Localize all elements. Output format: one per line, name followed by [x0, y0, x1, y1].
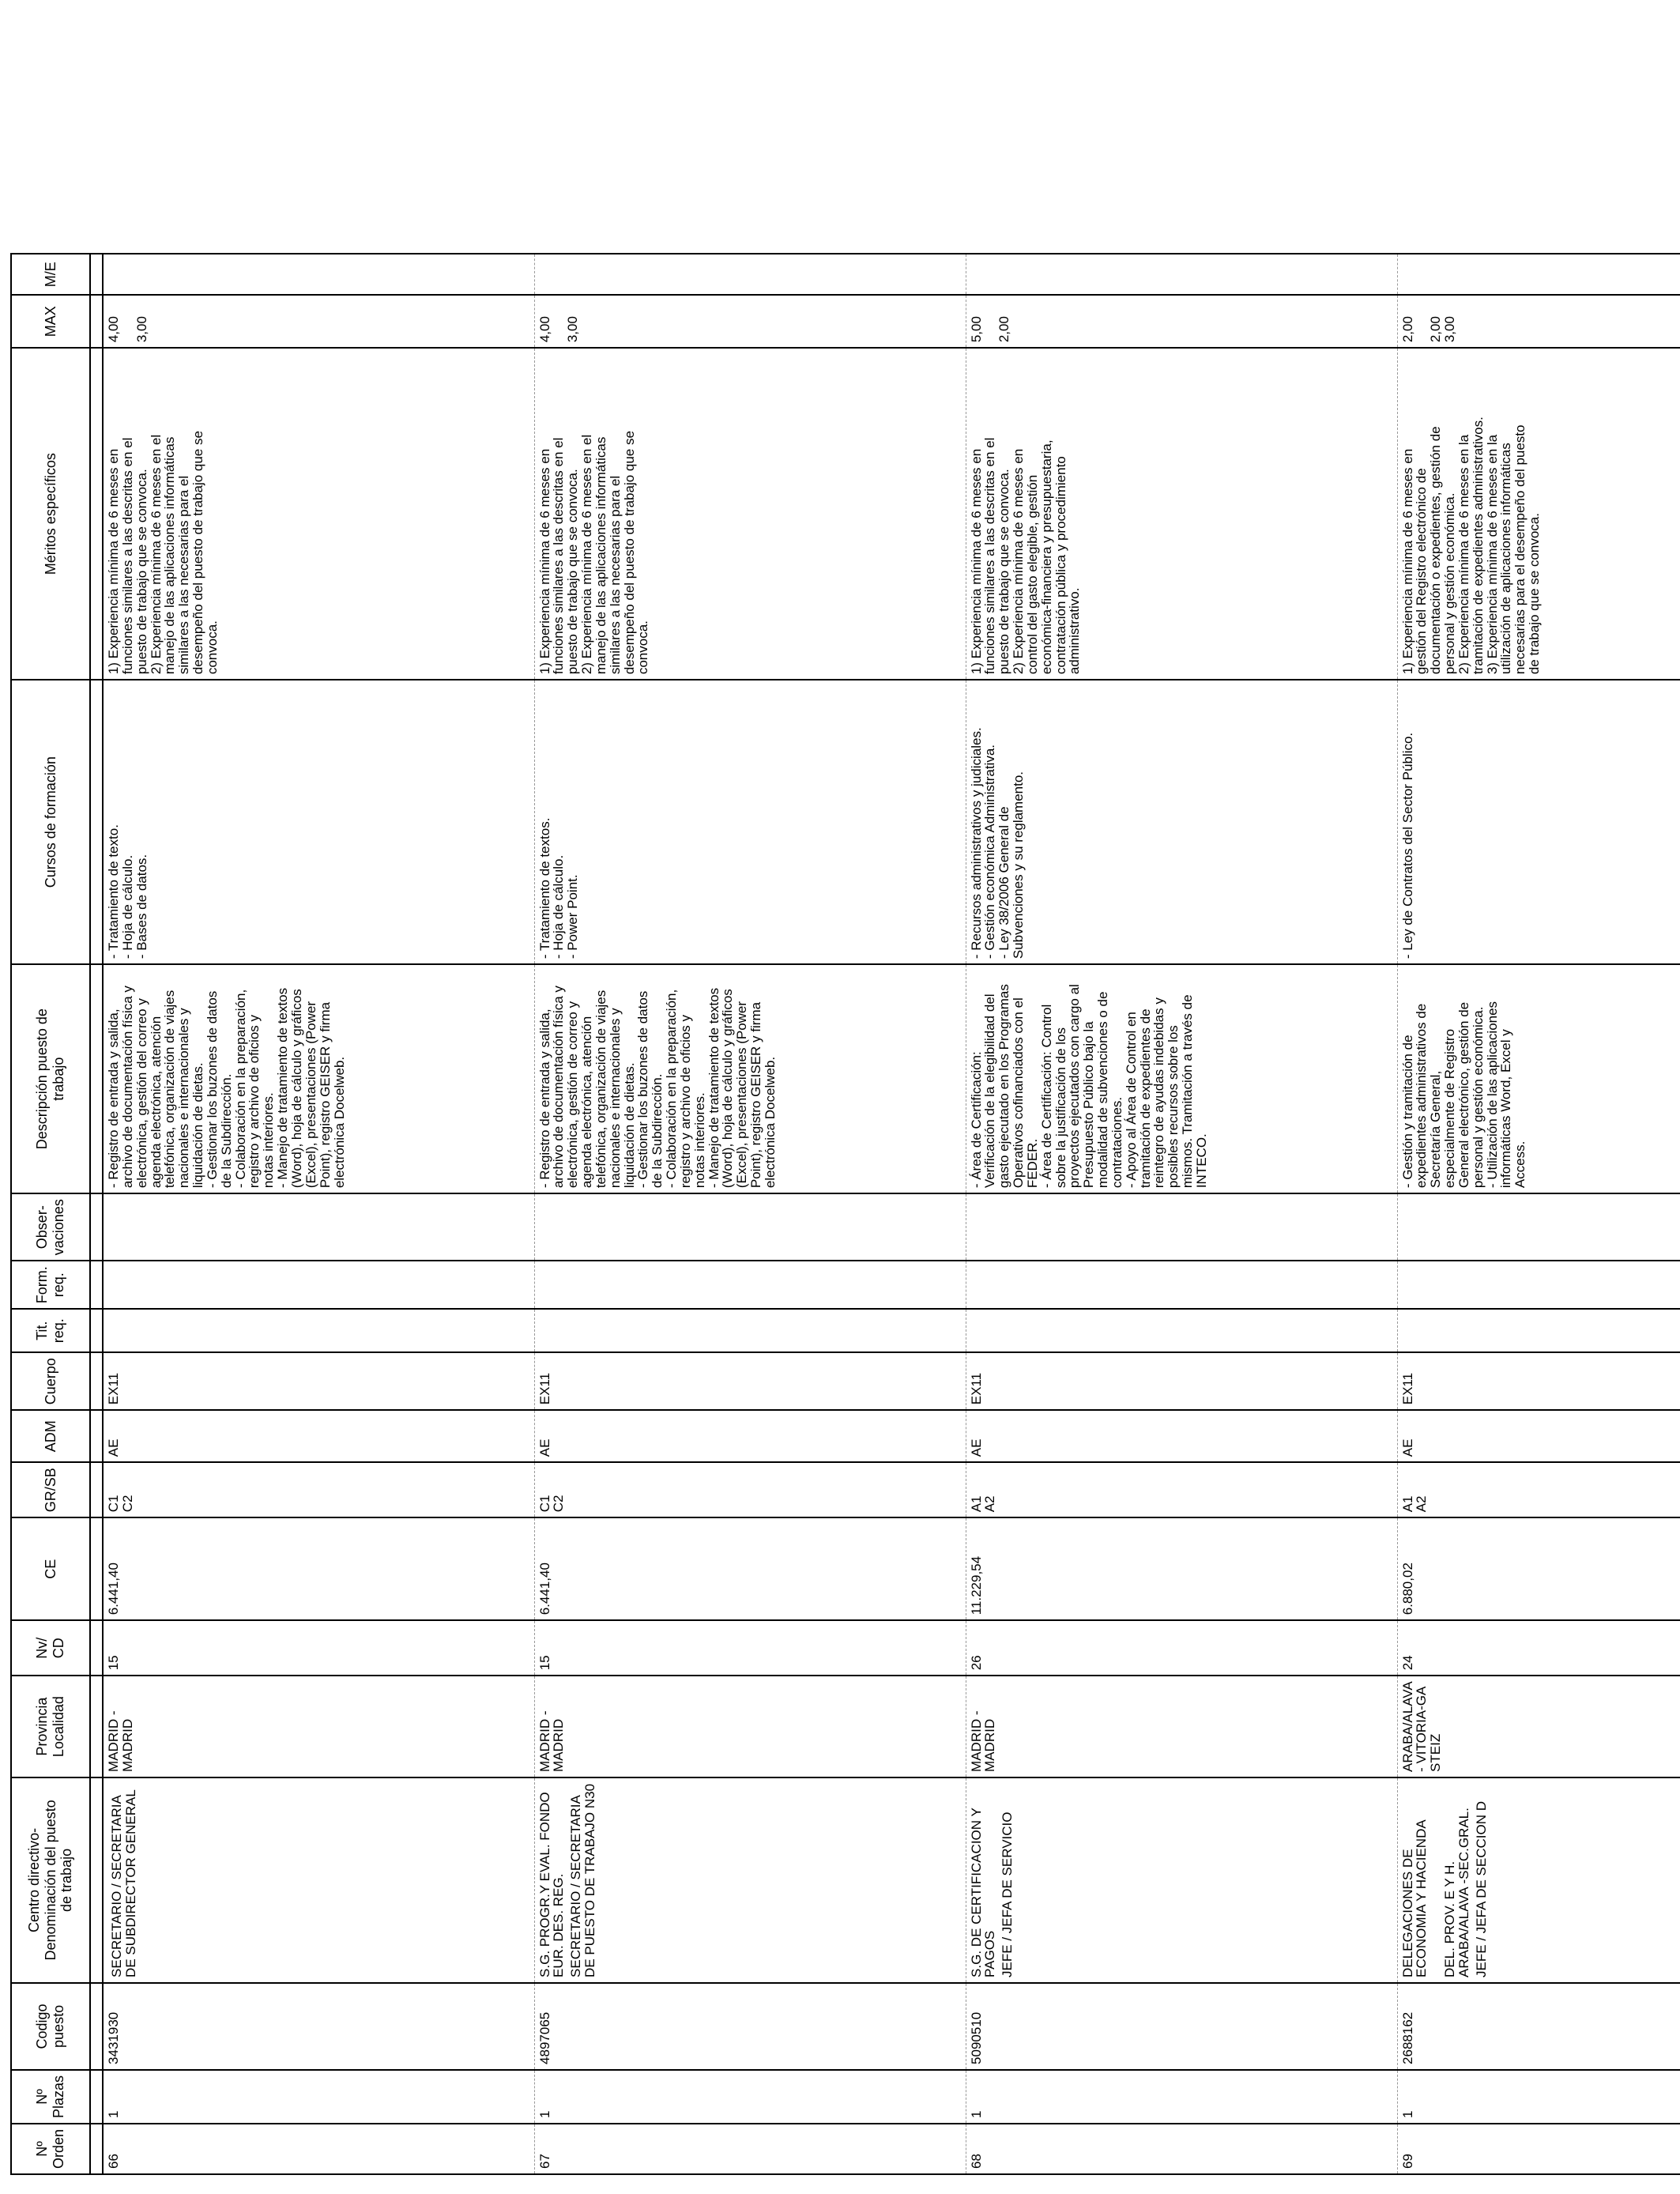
table-row: [1397, 254, 1680, 2174]
cell-ce: 6.441,40: [103, 1517, 534, 1620]
header-me: M/E: [11, 254, 90, 295]
cell-codigo: 3431930: [103, 1983, 534, 2070]
cell-cursos: - Tratamiento de texto. - Hoja de cálculo. - Bases de datos.: [103, 680, 534, 964]
cell-meritos: 1) Experiencia mínima de 6 meses en gestión del Registro electrónico de documentación o expedientes, gestión de personal y gestión económica. 2) Experiencia mínima de 6 meses en la tramitación de expedientes administrativos. 3) Experiencia mínima de 6 meses en la utilización de aplicaciones informáticas necesarias para el desempeño del puesto de trabajo que se convoca.: [1397, 348, 1680, 680]
cell-cursos: - Ley de Contratos del Sector Público.: [1397, 680, 1680, 964]
cell-me: [534, 254, 966, 295]
header-cuerpo: Cuerpo: [11, 1352, 90, 1410]
centro-unit: S.G. DE CERTIFICACION Y PAGOS: [968, 1808, 998, 1977]
cell-cuerpo: EX11: [1397, 1352, 1680, 1410]
cell-cuerpo: EX11: [103, 1352, 534, 1410]
cell-titulacion: [1397, 1309, 1680, 1352]
cell-observaciones: [1397, 1193, 1680, 1261]
header-observaciones: Obser- vaciones: [11, 1193, 90, 1261]
table-header-row: [11, 254, 90, 2174]
cell-cursos: - Tratamiento de textos. - Hoja de cálculo. - Power Point.: [534, 680, 966, 964]
cell-max: [1397, 295, 1680, 348]
cell-max: [534, 295, 966, 348]
cell-formacion: [103, 1261, 534, 1309]
max-value: 3,00: [1442, 316, 1458, 343]
cell-codigo: 2688162: [1397, 1983, 1680, 2070]
cell-codigo: 5090510: [966, 1983, 1397, 2070]
cell-descripcion: - Registro de entrada y salida, archivo de documentación física y electrónica, gestión de correo y agenda electrónica, atención telefónica, organización de viajes nacionales e internacionales y liquidación de dietas. - Gestionar los buzones de datos de la Subdirección. - Colaboración en la preparación, registro y archivo de oficios y notas interiores. - Manejo de tratamiento de textos (Word), hoja de cálculo y gráficos (Excel), presentaciones (Power Point), registro GEISER y firma electrónica Docelweb.: [534, 964, 966, 1193]
cell-nivel: 24: [1397, 1620, 1680, 1676]
cell-observaciones: [534, 1193, 966, 1261]
cell-plazas: 1: [966, 2070, 1397, 2124]
cell-adm: AE: [966, 1410, 1397, 1462]
cell-me: [966, 254, 1397, 295]
cell-descripcion: - Gestión y tramitación de expedientes administrativos de Secretaría General, especialmente de Registro General electrónico, gestión de personal y gestión económica. - Utilización de las aplicaciones informáticas Word, Excel y Access.: [1397, 964, 1680, 1193]
cell-meritos: 1) Experiencia mínima de 6 meses en funciones similares a las descritas en el puesto de trabajo que se convoca. 2) Experiencia mínima de 6 meses en el manejo de las aplicaciones informáticas similares a las necesarias para el desempeño del puesto de trabajo que se convoca.: [534, 348, 966, 680]
header-grupo: GR/SB: [11, 1462, 90, 1517]
table-row: [534, 254, 966, 2174]
cell-nivel: 26: [966, 1620, 1397, 1676]
cell-codigo: 4897065: [534, 1983, 966, 2070]
cell-me: [1397, 254, 1680, 295]
max-value: 5,00: [968, 316, 984, 343]
cell-ce: 11.229,54: [966, 1517, 1397, 1620]
centro-puesto: JEFE / JEFA DE SERVICIO: [1000, 1811, 1015, 1977]
centro-unit: DELEGACIONES DE ECONOMIA Y HACIENDA DEL. PROV. E Y H. ARABA/ALAVA -SEC.GRAL.: [1399, 1808, 1471, 1977]
cell-grupo: A1 A2: [966, 1462, 1397, 1517]
max-value: [552, 300, 566, 342]
max-value: [983, 300, 997, 342]
header-ce: CE: [11, 1517, 90, 1620]
cell-meritos: 1) Experiencia mínima de 6 meses en funciones similares a las descritas en el puesto de trabajo que se convoca. 2) Experiencia mínima de 6 meses en control del gasto elegible, gestión económica-financiera y presupuestaria, contratación pública y procedimiento administrativo.: [966, 348, 1397, 680]
max-value: 4,00: [537, 316, 552, 343]
cell-max: [966, 295, 1397, 348]
table-row: [103, 254, 534, 2174]
cell-plazas: 1: [534, 2070, 966, 2124]
header-provincia: Provincia Localidad: [11, 1676, 90, 1777]
cell-adm: AE: [1397, 1410, 1680, 1462]
cell-plazas: 1: [103, 2070, 534, 2124]
cell-me: [103, 254, 534, 295]
cell-centro: [103, 1777, 534, 1983]
max-value: 3,00: [134, 316, 149, 343]
cell-orden: 68: [966, 2124, 1397, 2174]
header-max: MAX: [11, 295, 90, 348]
header-codigo: Codigo puesto: [11, 1983, 90, 2070]
job-positions-table: [10, 253, 1680, 2175]
cell-nivel: 15: [103, 1620, 534, 1676]
max-value: [121, 300, 135, 342]
cell-orden: 69: [1397, 2124, 1680, 2174]
cell-formacion: [966, 1261, 1397, 1309]
cell-provincia: MADRID - MADRID: [534, 1676, 966, 1777]
centro-puesto: SECRETARIO / SECRETARIA DE SUBDIRECTOR GENERAL: [109, 1789, 138, 1977]
cell-titulacion: [966, 1309, 1397, 1352]
cell-descripcion: - Registro de entrada y salida, archivo de documentación física y electrónica, gestión del correo y agenda electrónica, atención telefónica, organización de viajes nacionales e internacionales y liquidación de dietas. - Gestionar los buzones de datos de la Subdirección. - Colaboración en la preparación, registro y archivo de oficios y notas interiores. - Manejo de tratamiento de textos (Word), hoja de cálculo y gráficos (Excel), presentaciones (Power Point), registro GEISER y firma electrónica Docelweb.: [103, 964, 534, 1193]
header-orden: Nº Orden: [11, 2124, 90, 2174]
max-value: 2,00: [996, 316, 1012, 343]
cell-provincia: MADRID - MADRID: [966, 1676, 1397, 1777]
cell-max: [103, 295, 534, 348]
header-nivel: Nv/ CD: [11, 1620, 90, 1676]
cell-nivel: 15: [534, 1620, 966, 1676]
header-plazas: Nº Plazas: [11, 2070, 90, 2124]
table-row: [966, 254, 1397, 2174]
cell-provincia: ARABA/ALAVA - VITORIA-GA STEIZ: [1397, 1676, 1680, 1777]
header-titulacion: Tit. req.: [11, 1309, 90, 1352]
cell-observaciones: [103, 1193, 534, 1261]
header-cursos: Cursos de formación: [11, 680, 90, 964]
cell-centro: [534, 1777, 966, 1983]
cell-plazas: 1: [1397, 2070, 1680, 2124]
cell-titulacion: [534, 1309, 966, 1352]
header-formacion: Form. req.: [11, 1261, 90, 1309]
cell-provincia: MADRID - MADRID: [103, 1676, 534, 1777]
cell-formacion: [1397, 1261, 1680, 1309]
header-adm: ADM: [11, 1410, 90, 1462]
cell-ce: 6.880,02: [1397, 1517, 1680, 1620]
cell-grupo: C1 C2: [103, 1462, 534, 1517]
centro-puesto: JEFE / JEFA DE SECCION D: [1473, 1801, 1489, 1977]
max-value: [1414, 300, 1429, 342]
cell-adm: AE: [534, 1410, 966, 1462]
cell-cuerpo: EX11: [534, 1352, 966, 1410]
max-value: 4,00: [106, 316, 121, 343]
cell-titulacion: [103, 1309, 534, 1352]
cell-centro: [1397, 1777, 1680, 1983]
cell-grupo: C1 C2: [534, 1462, 966, 1517]
cell-formacion: [534, 1261, 966, 1309]
header-descripcion: Descripción puesto de trabajo: [11, 964, 90, 1193]
cell-cuerpo: EX11: [966, 1352, 1397, 1410]
centro-unit: S.G. PROGR.Y EVAL. FONDO EUR. DES. REG.: [537, 1792, 567, 1977]
max-value: 3,00: [565, 316, 581, 343]
cell-cursos: - Recursos administrativos y judiciales. - Gestión económica Administrativa. - Ley 38/2006 General de Subvenciones y su reglamento.: [966, 680, 1397, 964]
cell-orden: 67: [534, 2124, 966, 2174]
cell-adm: AE: [103, 1410, 534, 1462]
cell-centro: [966, 1777, 1397, 1983]
header-centro: Centro directivo- Denominación del puesto de trabajo: [11, 1777, 90, 1983]
cell-observaciones: [966, 1193, 1397, 1261]
header-spacer-row: [90, 254, 103, 2174]
max-value: 2,00: [1399, 316, 1415, 343]
centro-puesto: SECRETARIO / SECRETARIA DE PUESTO DE TRABAJO N30: [568, 1783, 598, 1977]
cell-descripcion: - Área de Certificación: Verificación de la elegibilidad del gasto ejecutado en los Programas Operativos cofinanciados con el FEDER. - Área de Certificación: Control sobre la justificación de los proyectos ejecutados con cargo al Presupuesto Público bajo la modalidad de subvenciones o de contrataciones. - Apoyo al Área de Control en tramitación de expedientes de reintegro de ayudas indebidas y posibles recursos sobre los mismos. Tramitación a través de INTECO.: [966, 964, 1397, 1193]
cell-meritos: 1) Experiencia mínima de 6 meses en funciones similares a las descritas en el puesto de trabajo que se convoca. 2) Experiencia mínima de 6 meses en el manejo de las aplicaciones informáticas similares a las necesarias para el desempeño del puesto de trabajo que se convoca.: [103, 348, 534, 680]
cell-grupo: A1 A2: [1397, 1462, 1680, 1517]
cell-ce: 6.441,40: [534, 1517, 966, 1620]
max-value: 2,00: [1428, 316, 1444, 343]
cell-orden: 66: [103, 2124, 534, 2174]
header-meritos: Méritos específicos: [11, 348, 90, 680]
